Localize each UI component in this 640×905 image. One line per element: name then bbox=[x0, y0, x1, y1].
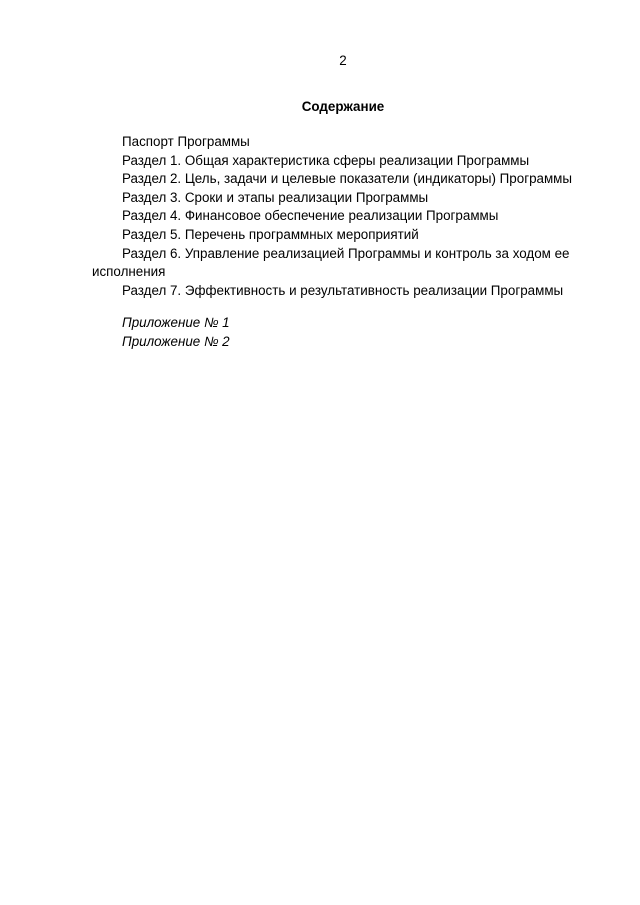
page-number: 2 bbox=[339, 53, 347, 68]
appendix-item-2: Приложение № 2 bbox=[122, 333, 230, 349]
appendix-list bbox=[92, 314, 607, 351]
toc-item-passport: Паспорт Программы bbox=[122, 134, 250, 149]
toc-item-section-2: Раздел 2. Цель, задачи и целевые показатели (индикаторы) Программы bbox=[122, 171, 573, 187]
toc-item-section-3: Раздел 3. Сроки и этапы реализации Программы bbox=[122, 189, 429, 205]
toc-list bbox=[92, 133, 607, 300]
appendix-item-1: Приложение № 1 bbox=[122, 315, 230, 330]
toc-item-section-6: Раздел 6. Управление реализацией Программы и контроль за ходом ее исполнения bbox=[92, 245, 570, 280]
toc-item-section-5: Раздел 5. Перечень программных мероприятий bbox=[122, 226, 419, 242]
toc-item-section-1: Раздел 1. Общая характеристика сферы реализации Программы bbox=[122, 152, 530, 168]
toc-title: Содержание bbox=[301, 99, 385, 114]
toc-item-section-4: Раздел 4. Финансовое обеспечение реализации Программы bbox=[122, 208, 499, 224]
toc-item-section-7: Раздел 7. Эффективность и результативность реализации Программы bbox=[122, 282, 564, 298]
